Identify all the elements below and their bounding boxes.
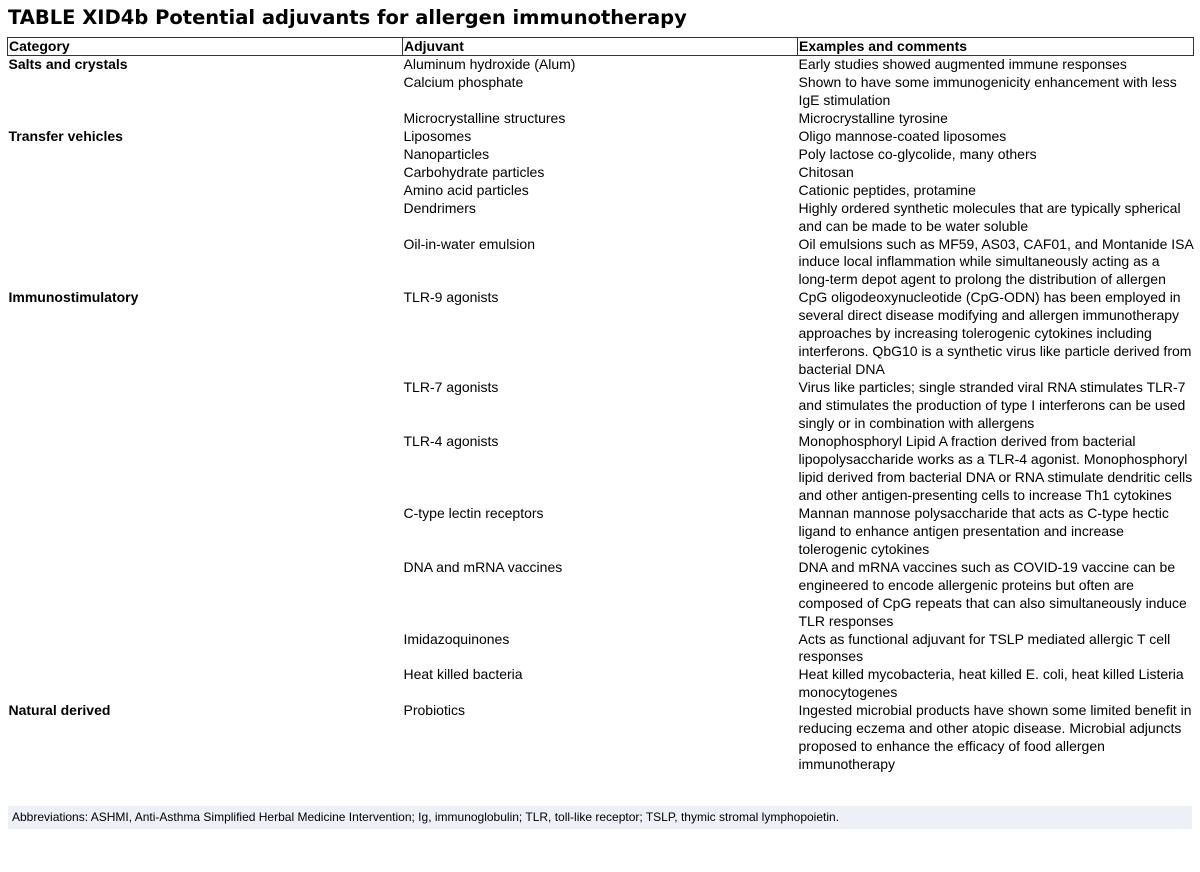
table-row [8,56,1194,74]
table-row [8,146,1194,164]
examples-cell: Poly lactose co-glycolide, many others [798,145,1037,162]
category-cell [8,74,403,110]
table-row [8,289,1194,379]
examples-cell: Heat killed mycobacteria, heat killed E. coli, heat killed Listeria monocytogenes [798,666,1184,701]
examples-cell: Virus like particles; single stranded viral RNA stimulates TLR-7 and stimulates the production of type I interferons can be used singly or in combination with allergens [798,379,1186,432]
category-cell [8,559,403,631]
table-row [8,559,1194,631]
adjuvant-cell: Aluminum hydroxide (Alum) [403,56,576,72]
table-row [8,182,1194,200]
table-row [8,74,1194,110]
table-row [8,702,1194,774]
category-cell [8,379,403,433]
table-row [8,200,1194,236]
table-row [8,236,1194,290]
adjuvant-cell: Nanoparticles [403,145,490,162]
examples-cell: Oligo mannose-coated liposomes [798,127,1007,144]
table-row [8,666,1194,702]
category-cell: Immunostimulatory [8,289,139,306]
table-row [8,379,1194,433]
header-examples: Examples and comments [798,38,1194,56]
examples-cell: Oil emulsions such as MF59, AS03, CAF01, and Montanide ISA induce local inflammation while simultaneously acting as a long-term depot agent to prolong the distribution of allergen [798,235,1194,288]
table-body [8,56,1194,775]
examples-cell: Ingested microbial products have shown some limited benefit in reducing eczema and other atopic disease. Microbial adjuncts proposed to enhance the efficacy of food allergen immunotherapy [798,702,1192,773]
category-cell [8,164,403,182]
category-cell: Transfer vehicles [8,127,123,144]
adjuvant-cell: Liposomes [403,127,472,144]
category-cell [8,110,403,128]
table-row [8,505,1194,559]
category-cell: Natural derived [8,702,111,719]
adjuvant-cell: TLR-9 agonists [403,289,499,306]
category-cell [8,666,403,702]
adjuvant-cell: TLR-7 agonists [403,379,499,396]
abbreviations-footnote: Abbreviations: ASHMI, Anti-Asthma Simplified Herbal Medicine Intervention; Ig, immunoglobulin; TLR, toll-like receptor; TSLP, thymic stromal lymphopoietin. [8,806,1192,829]
category-cell [8,505,403,559]
adjuvant-cell: Oil-in-water emulsion [403,235,535,252]
adjuvant-cell: Microcrystalline structures [403,109,566,126]
table-row [8,164,1194,182]
adjuvant-cell: C-type lectin receptors [403,504,544,521]
examples-cell: CpG oligodeoxynucleotide (CpG-ODN) has been employed in several direct disease modifying and allergen immunotherapy approaches by increasing tolerogenic cytokines including interferons. QbG10 is a synthetic virus like particle derived from bacterial DNA [798,289,1192,378]
category-cell [8,200,403,236]
header-category: Category [8,38,403,56]
table-row [8,631,1194,667]
adjuvant-cell: Heat killed bacteria [403,666,523,683]
examples-cell: Monophosphoryl Lipid A fraction derived from bacterial lipopolysaccharide works as a TLR-4 agonist. Monophosphoryl lipid derived from bacterial DNA or RNA stimulate dendritic cells and other antigen-presenting cells to increase Th1 cytokines [798,433,1193,503]
table-row [8,433,1194,505]
examples-cell: Highly ordered synthetic molecules that are typically spherical and can be made to be water soluble [798,199,1181,234]
table-row [8,110,1194,128]
adjuvant-cell: Carbohydrate particles [403,163,545,180]
adjuvant-cell: Imidazoquinones [403,630,510,647]
adjuvant-cell: Calcium phosphate [403,73,524,90]
category-cell [8,146,403,164]
category-cell [8,433,403,505]
adjuvants-table [7,37,1194,774]
category-cell [8,236,403,290]
adjuvant-cell: DNA and mRNA vaccines [403,558,563,575]
category-cell [8,631,403,667]
examples-cell: Chitosan [798,163,854,180]
examples-cell: Acts as functional adjuvant for TSLP mediated allergic T cell responses [798,630,1171,665]
table-title: TABLE XID4b Potential adjuvants for allergen immunotherapy [8,6,687,29]
table-row [8,128,1194,146]
adjuvant-cell: TLR-4 agonists [403,433,499,450]
table-header-row [8,38,1194,56]
examples-cell: Mannan mannose polysaccharide that acts as C-type hectic ligand to enhance antigen presentation and increase tolerogenic cytokines [798,504,1169,557]
header-adjuvant: Adjuvant [403,38,798,56]
examples-cell: Early studies showed augmented immune responses [798,56,1127,72]
adjuvant-cell: Probiotics [403,702,465,719]
examples-cell: Cationic peptides, protamine [798,181,976,198]
category-cell: Salts and crystals [8,56,128,72]
category-cell [8,182,403,200]
adjuvant-cell: Amino acid particles [403,181,529,198]
examples-cell: DNA and mRNA vaccines such as COVID-19 vaccine can be engineered to encode allergenic proteins but often are composed of CpG repeats that can also simultaneously induce TLR responses [798,558,1187,629]
adjuvant-cell: Dendrimers [403,199,476,216]
examples-cell: Shown to have some immunogenicity enhancement with less IgE stimulation [798,73,1177,108]
examples-cell: Microcrystalline tyrosine [798,109,948,126]
